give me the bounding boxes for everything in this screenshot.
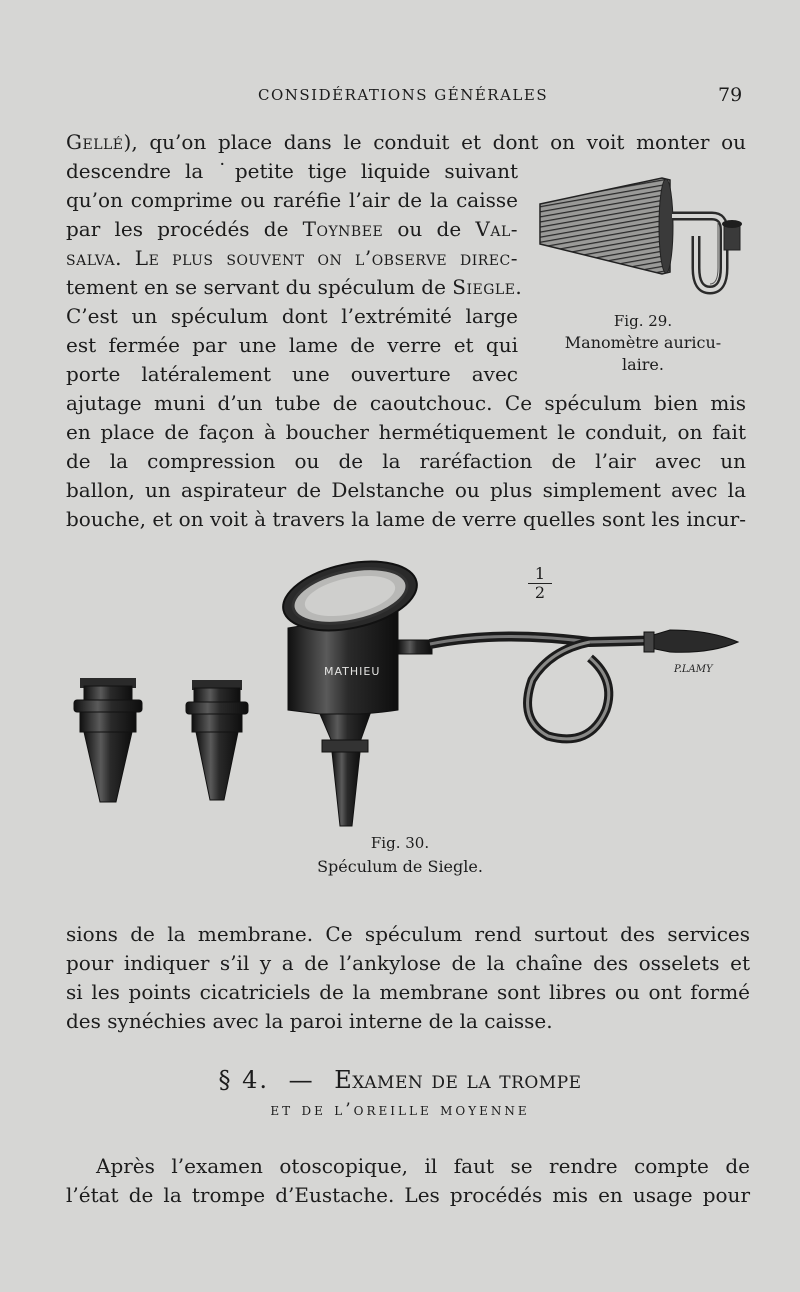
figure-label: Fig. 30.: [370, 834, 430, 852]
text-line: est fermée par une lame de verre et qui: [66, 333, 518, 357]
author-name-gelle: Gellé: [66, 130, 124, 154]
paragraph-2: [66, 920, 750, 1036]
scale-denominator: 2: [534, 583, 546, 602]
text-line: l’état de la trompe d’Eustache. Les procédés mis en usage pour: [66, 1183, 750, 1207]
text-line: qu’on comprime ou raréfie l’air de la caisse: [66, 188, 518, 212]
paragraph-3: [66, 1152, 750, 1210]
author-name-siegle: Siegle: [452, 275, 516, 299]
figure-29-manometer-illustration: [532, 172, 752, 302]
scale-numerator: 1: [534, 564, 546, 583]
section-heading: [0, 1066, 800, 1120]
running-header: [0, 86, 800, 110]
text-line: bouche, et on voit à travers la lame de verre quelles sont les incur-: [66, 507, 746, 531]
text-line: porte latéralement une ouverture avec: [66, 362, 518, 386]
section-title: Examen de la trompe: [334, 1066, 582, 1094]
speculum-body: [277, 560, 423, 826]
text-line: [66, 128, 746, 157]
text-fragment: salva. Le plus souvent on l’observe direc-: [66, 246, 518, 270]
brand-stamp: MATHIEU: [324, 665, 381, 678]
text-line: Après l’examen otoscopique, il faut se rendre compte de: [96, 1154, 750, 1178]
text-line: C’est un spéculum dont l’extrémité large: [66, 304, 518, 328]
figure-title: Manomètre auricu- laire.: [564, 333, 722, 374]
figure-label: Fig. 29.: [613, 312, 673, 330]
running-title: CONSIDÉRATIONS GÉNÉRALES: [258, 86, 549, 104]
text-fragment: tement en se servant du spéculum de: [66, 275, 453, 299]
rubber-tube: [398, 630, 738, 739]
engraver-signature: P.LAMY: [674, 664, 713, 675]
section-number: § 4.: [218, 1066, 269, 1094]
text-fragment: ou de: [383, 217, 476, 241]
text-line: pour indiquer s’il y a de l’ankylose de la chaîne des osselets et: [66, 951, 750, 975]
text-line: si les points cicatriciels de la membrane sont libres ou ont formé: [66, 980, 750, 1004]
text-line: [66, 215, 518, 244]
text-line: en place de façon à boucher hermétiquement le conduit, on fait: [66, 420, 746, 444]
text-line: [66, 244, 518, 273]
text-line: de la compression ou de la raréfaction de l’air avec un: [66, 449, 746, 473]
text-line: des synéchies avec la paroi interne de la caisse.: [66, 1009, 553, 1033]
text-fragment: .: [515, 275, 522, 299]
section-dash: —: [288, 1066, 315, 1094]
text-line: sions de la membrane. Ce spéculum rend surtout des services: [66, 922, 750, 946]
text-fragment: par les procédés de: [66, 217, 303, 241]
text-line: [66, 273, 522, 302]
ear-tip-large: [74, 678, 142, 802]
author-name-valsalva: Val-: [475, 217, 518, 241]
text-line: ajutage muni d’un tube de caoutchouc. Ce spéculum bien mis: [66, 391, 746, 415]
text-fragment: ), qu’on place dans le conduit et dont on voit monter ou: [123, 130, 746, 154]
page-number: 79: [718, 84, 743, 106]
text-line: descendre la ˙petite tige liquide suivant: [66, 159, 518, 183]
ear-tip-small: [186, 680, 248, 800]
figure-30-caption: [270, 832, 530, 878]
figure-29-caption: [538, 310, 748, 376]
figure-30-speculum-illustration: [70, 560, 750, 830]
text-line: ballon, un aspirateur de Delstanche ou plus simplement avec la: [66, 478, 746, 502]
section-heading-line-1: [0, 1066, 800, 1094]
figure-title: Spéculum de Siegle.: [317, 857, 483, 876]
section-subtitle: et de l’oreille moyenne: [270, 1100, 530, 1120]
author-name-toynbee: Toynbee: [302, 217, 384, 241]
